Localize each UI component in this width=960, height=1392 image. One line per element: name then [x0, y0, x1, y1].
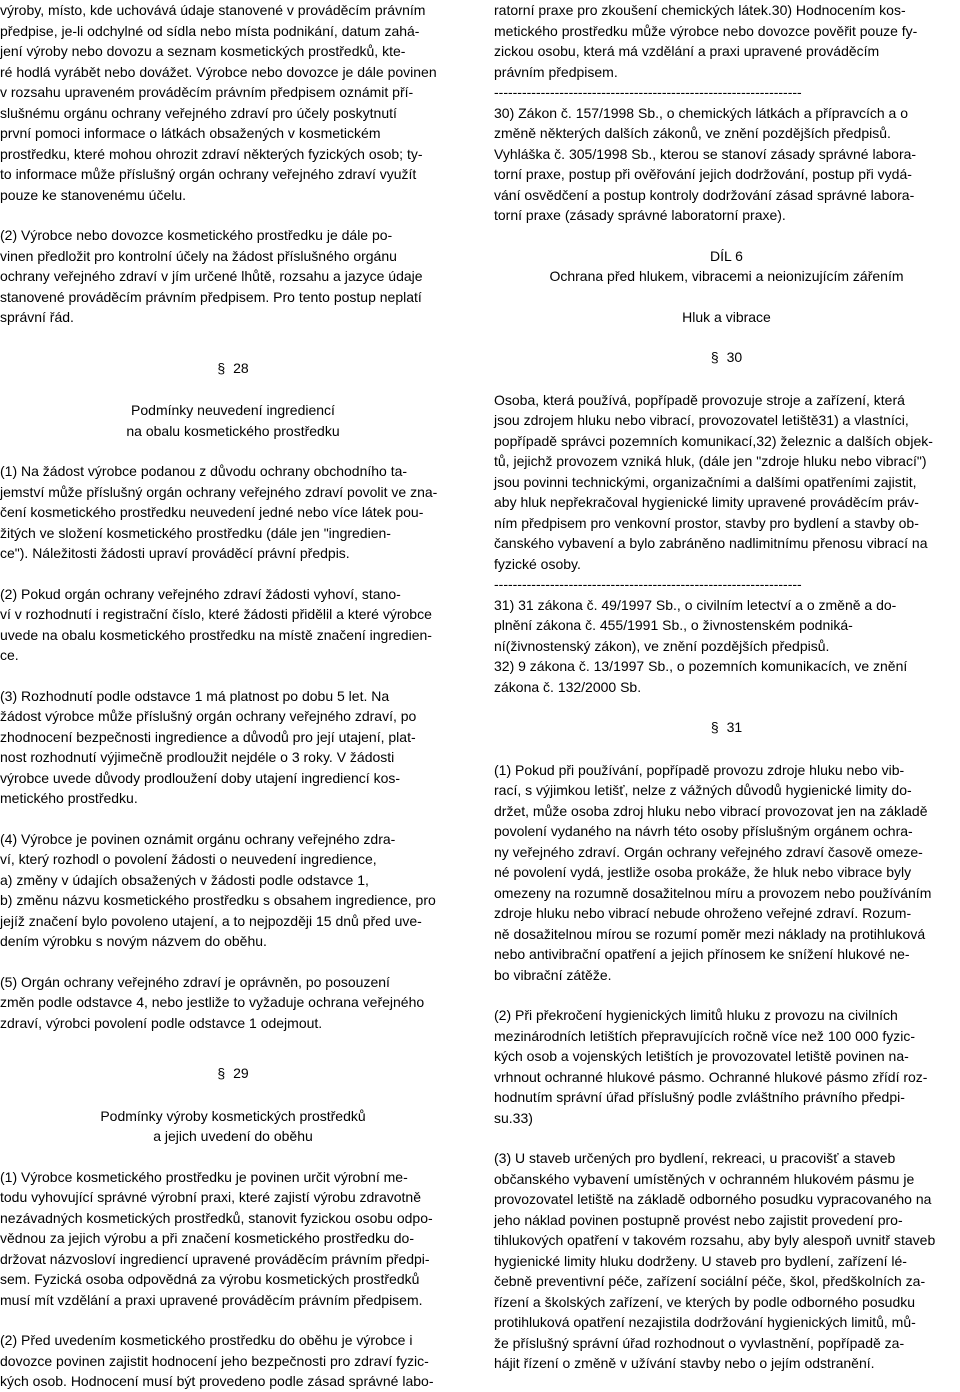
footnote-30: 30) Zákon č. 157/1998 Sb., o chemických látkách a přípravcích a o změně některých dalších zákonů, ve znění pozdějších předpisů. Vyhláška č. 305/1998 Sb., kterou se stanoví zásady správné labora- torní praxe, postup při ověřování jejich dodržování, postup při vydá- vání osvědčení a postup kontroly dodržování zásad správné labora- torní praxe (zásady správné laboratorní praxe).	[494, 104, 917, 223]
paragraph-obligations-2: (2) Výrobce nebo dovozce kosmetického prostředku je dále po- vinen předložit pro kontrolní účely na žádost příslušného orgánu ochrany veřejného zdraví v jím určené lhůtě, rozsahu a jazyce údaje stanovené prováděcím právním předpisem. Pro tento postup neplatí správní řád.	[0, 227, 423, 325]
paragraph-28-3: (3) Rozhodnutí podle odstavce 1 má platnost po dobu 5 let. Na žádost výrobce může příslušný orgán ochrany veřejného zdraví, po zhodnocení bezpečnosti ingredience a důvodů pro její utajení, plat- nost rozhodnutí výjimečně prodloužit nejdéle o 3 roky. V žádosti výrobce uvede důvody prodloužení doby utajení ingrediencí kos- metického prostředku.	[0, 687, 417, 806]
paragraph-31-2: (2) Při překročení hygienických limitů hluku z provozu na civilních mezinárodních letištích přepravujících ročně více než 100 000 fyzic- kých osob a vojenských letištích je provozovatel letiště povinen na- vrhnout ochranné hlukové pásmo. Ochranné hlukové pásmo zřídí roz- hodnutím správní úřad příslušný podle zvláštního právního předpi- su.33)	[494, 1007, 928, 1126]
part-title: Ochrana před hlukem, vibracemi a neionizujícím zářením	[549, 268, 904, 284]
section-number: 31	[726, 719, 743, 735]
paragraph-31-3: (3) U staveb určených pro bydlení, rekreaci, u pracovišť a staveb občanského vybavení umístěných v ochranném hlukovém pásmu je provozovatel letiště na základě odborného posudku vypracovaného na jeho náklad povinen postupně provést nebo zajistit provedení pro- tihlukových opatření v takovém rozsahu, aby byly alespoň uvnitř staveb hygienické limity hluku dodrženy. U staveb pro bydlení, zařízení lé- čebně preventivní péče, zařízení sociální péče, škol, předškolních za- řízení a školských zařízení, ve kterých by podle odborného posudku protihluková opatření nezajistila dodržování hygienických limitů, mů- že příslušný správní úřad rozhodnout o vyvlastnění, popřípadě za- hájit řízení o změně v užívání stavby nebo o jejím odstranění.	[494, 1150, 936, 1371]
footnotes-31-32: 31) 31 zákona č. 49/1997 Sb., o civilním letectví a o změně a do- plnění zákona č. 455/1991 Sb., o živnostenském podniká- ní(živnostenský zákon), ve znění pozdějších předpisů. 32) 9 zákona č. 13/1997 Sb., o pozemních komunikacích, ve znění zákona č. 132/2000 Sb.	[494, 596, 908, 695]
paragraph-30: Osoba, která používá, popřípadě provozuje stroje a zařízení, která jsou zdrojem hluku nebo vibrací, provozovatel letiště31) a vlastníci, popřípadě správci pozemních komunikací,32) železnic a dalších objek- tů, jejichž provozem vzniká hluk, (dále jen "zdroje hluku nebo vibrací") jsou povinni technickými, organizačními a dalšími opatřeními zajistit, aby hluk nepřekračoval hygienické limity upravené prováděcím práv- ním předpisem pro venkovní prostor, stavby pro bydlení a stavby ob- čanského vybavení a bylo zabráněno nadlimitnímu přenosu vibrací na fyzické osoby.	[494, 391, 933, 572]
paragraph-29-2-continued: ratorní praxe pro zkoušení chemických látek.30) Hodnocením kos- metického prostředku může výrobce nebo dovozce pověřit pouze fy- zickou osobu, která má vzdělání a praxi upravené prováděcím právním předpisem.	[494, 2, 918, 80]
right-column	[494, 0, 959, 1374]
paragraph-28-2: (2) Pokud orgán ochrany veřejného zdraví žádosti vyhoví, stano- ví v rozhodnutí i registrační číslo, které žádosti přidělil a které výrobce uvede na obalu kosmetického prostředku na místě značení ingredien- ce.	[0, 585, 432, 663]
paragraph-28-1: (1) Na žádost výrobce podanou z důvodu ochrany obchodního ta- jemství může příslušný orgán ochrany veřejného zdraví povolit ve zna- čení kosmetického prostředku neuvedení jedné nebo více látek pou- žitých ve složení kosmetického prostředku (dále jen "ingredien- ce"). Náležitosti žádosti upraví prováděcí právní předpis.	[0, 463, 438, 561]
section-heading-30	[494, 347, 959, 368]
section-number: 30	[726, 349, 743, 365]
section-sign-icon: §	[217, 1065, 226, 1081]
left-column	[0, 0, 466, 1392]
paragraph-28-4: (4) Výrobce je povinen oznámit orgánu ochrany veřejného zdra- ví, který rozhodl o povolení žádosti o neuvedení ingredience, a) změny v údajích obsažených v žádosti podle odstavce 1, b) změnu názvu kosmetického prostředku s obsahem ingredience, pro jejíž značení bylo povoleno utajení, a to nejpozději 15 dnů před uve- dením výrobku s novým názvem do oběhu.	[0, 830, 436, 949]
footnote-divider: ------------------------------------------------------------------	[494, 576, 802, 592]
paragraph-29-1: (1) Výrobce kosmetického prostředku je povinen určit výrobní me- todu vyhovující správné výrobní praxi, které zajistí výrobu zdravotně nezávadných kosmetických prostředků, stanovit fyzickou osobu odpo- vědnou za jejich výrobu a při značení kosmetického prostředku do- držovat názvosloví ingrediencí upravené prováděcím právním předpi- sem. Fyzická osoba odpovědná za výrobu kosmetických prostředků musí mít vzdělání a praxi upravené prováděcím právním předpisem.	[0, 1168, 433, 1308]
section-heading-28	[0, 358, 466, 379]
section-heading-31	[494, 717, 959, 738]
paragraph-29-2: (2) Před uvedením kosmetického prostředku do oběhu je výrobce i dovozce povinen zajistit hodnocení jeho bezpečnosti pro zdraví fyzic- kých osob. Hodnocení musí být provedeno podle zásad správné labo-	[0, 1332, 434, 1389]
section-heading-29	[0, 1063, 466, 1084]
section-sign-icon: §	[217, 359, 226, 376]
section-sign-icon: §	[710, 349, 719, 365]
paragraph-28-5: (5) Orgán ochrany veřejného zdraví je oprávněn, po posouzení změn podle odstavce 4, nebo jestliže to vyžaduje ochrana veřejného zdraví, výrobci povolení podle odstavce 1 odejmout.	[0, 973, 425, 1031]
footnote-divider: ------------------------------------------------------------------	[494, 84, 802, 100]
section-sign-icon: §	[710, 719, 719, 735]
paragraph-31-1: (1) Pokud při používání, popřípadě provozu zdroje hluku nebo vib- rací, s výjimkou letišť, nelze z vážných důvodů hygienické limity do- držet, může osoba zdroj hluku nebo vibrací provozovat jen na základě povolení vydaného na návrh této osoby příslušným orgánem ochra- ny veřejného zdraví. Orgán ochrany veřejného zdraví časově omeze- né povolení vydá, jestliže osoba prokáže, že hluk nebo vibrace byly omezeny na rozumně dosažitelnou míru a provozem nebo používáním zdroje hluku nebo vibrací nebude ohroženo veřejné zdraví. Rozum- ně dosažitelnou mírou se rozumí poměr mezi náklady na protihluková nebo antivibrační opatření a jejich přínosem ke snížení hlukové ne- bo vibrační zátěže.	[494, 761, 932, 983]
section-title-29: Podmínky výroby kosmetických prostředků a jejich uvedení do oběhu	[100, 1107, 366, 1144]
section-title-28: Podmínky neuvedení ingrediencí na obalu kosmetického prostředku	[126, 402, 340, 439]
section-number: 28	[233, 359, 249, 376]
subsection-title: Hluk a vibrace	[682, 308, 771, 325]
paragraph-obligations-intro: výroby, místo, kde uchovává údaje stanovené v prováděcím právním předpise, je-li odchylné od sídla nebo místa podnikání, datum zahá- jení výroby nebo dovozu a seznam kosmetických prostředků, kte- ré hodlá vyrábět nebo dovážet. Výrobce nebo dovozce je dále povinen v rozsahu upraveném prováděcím právním předpisem oznámit pří- slušnému orgánu ochrany veřejného zdraví pro účely poskytnutí první pomoci informace o látkách obsažených v kosmetickém prostředku, které mohou ohrozit zdraví některých fyzických osob; ty- to informace může příslušný orgán ochrany veřejného zdraví využít pouze ke stanovenému účelu.	[0, 2, 437, 203]
section-number: 29	[233, 1065, 249, 1081]
part-label: DÍL 6	[710, 247, 743, 264]
